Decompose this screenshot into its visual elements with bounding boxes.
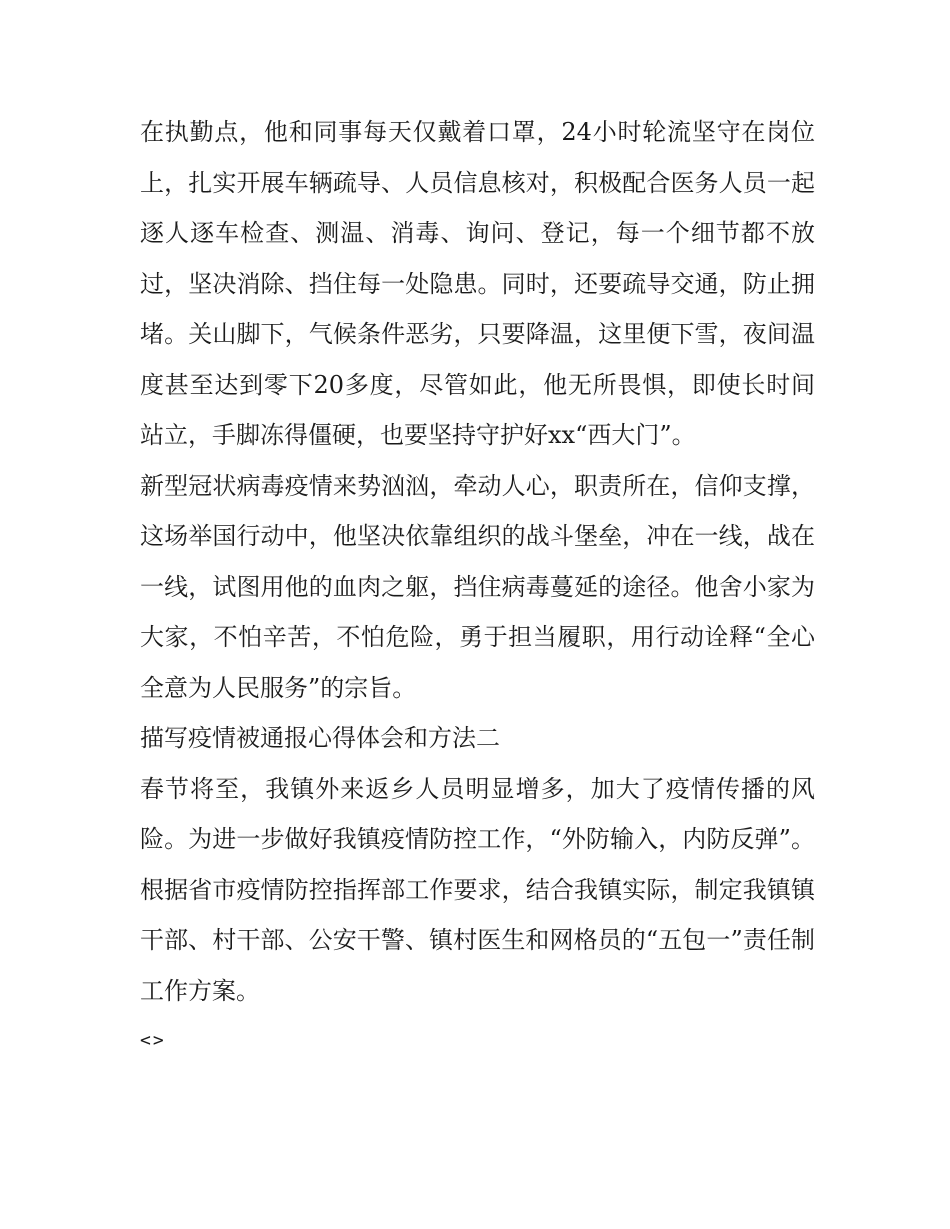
document-body [140,107,815,1067]
paragraph-spring-festival: 春节将至，我镇外来返乡人员明显增多，加大了疫情传播的风险。为进一步做好我镇疫情防控工作，“外防输入，内防反弹”。根据省市疫情防控指挥部工作要求，结合我镇实际，制定我镇镇干部、村干部、公安干警、镇村医生和网格员的“五包一”责任制工作方案。 [140,774,815,1005]
end-marker: <> [140,1030,166,1051]
paragraph-epidemic-response: 新型冠状病毒疫情来势汹汹，牵动人心，职责所在，信仰支撑，这场举国行动中，他坚决依靠组织的战斗堡垒，冲在一线，战在一线，试图用他的血肉之躯，挡住病毒蔓延的途径。他舍小家为大家，不怕辛苦，不怕危险，勇于担当履职，用行动诠释“全心全意为人民服务”的宗旨。 [140,471,815,702]
paragraph-duty-post: 在执勤点，他和同事每天仅戴着口罩，24小时轮流坚守在岗位上，扎实开展车辆疏导、人员信息核对，积极配合医务人员一起逐人逐车检查、测温、消毒、询问、登记，每一个细节都不放过，坚决消除、挡住每一处隐患。同时，还要疏导交通，防止拥堵。关山脚下，气候条件恶劣，只要降温，这里便下雪，夜间温度甚至达到零下20多度，尽管如此，他无所畏惧，即使长时间站立，手脚冻得僵硬，也要坚持守护好xx“西大门”。 [140,118,815,449]
section-heading: 描写疫情被通报心得体会和方法二 [140,724,500,752]
